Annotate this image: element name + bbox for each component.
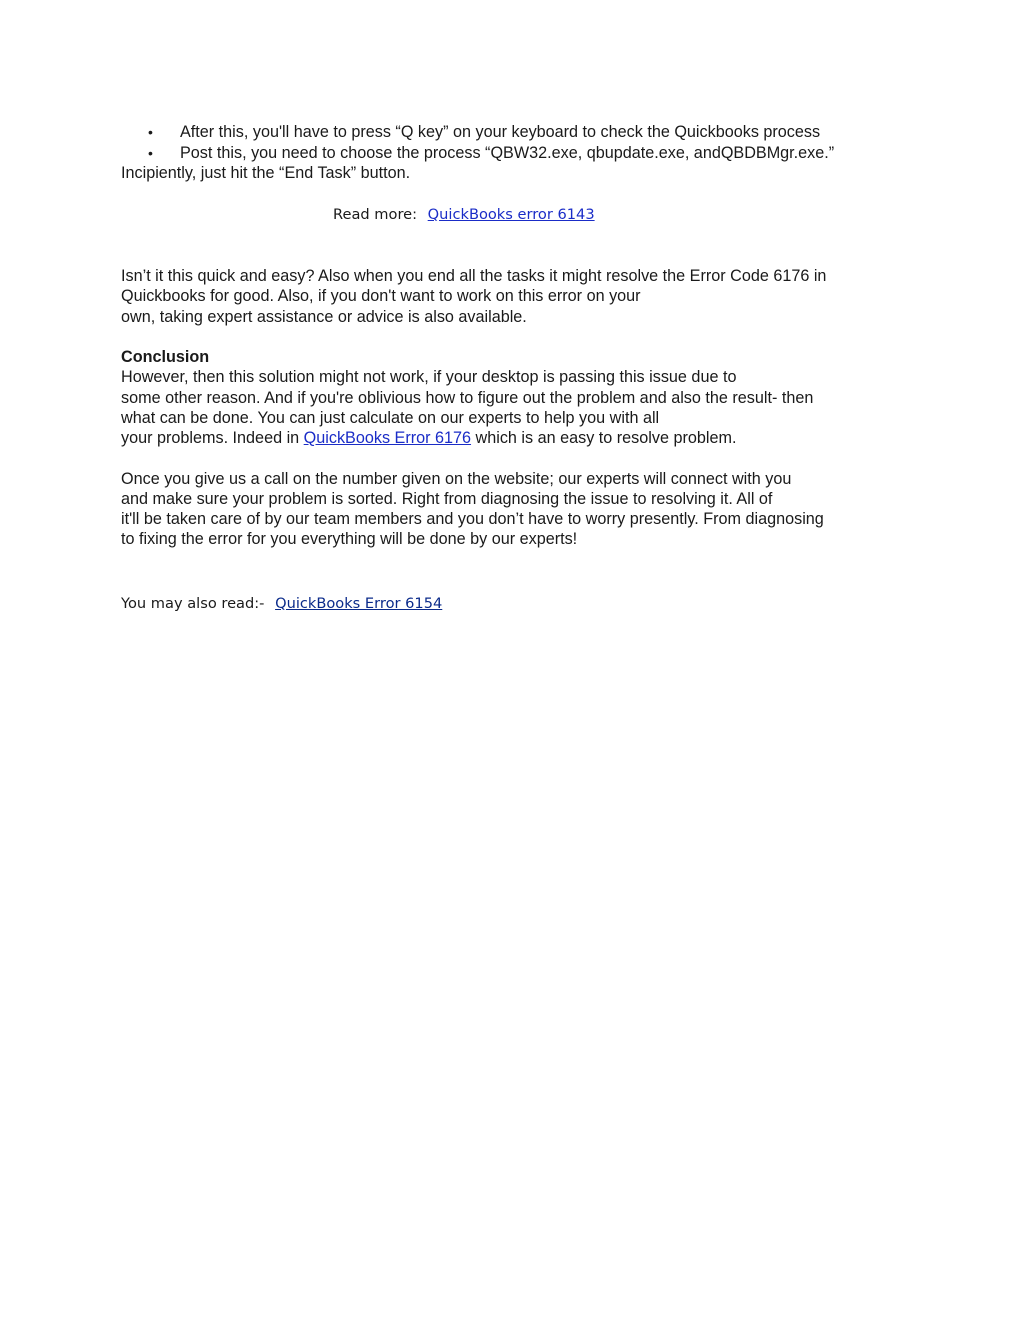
bullet-item-2 [148,143,834,163]
paragraph-line: to fixing the error for you everything will be done by our experts! [121,530,578,548]
paragraph-line: own, taking expert assistance or advice is also available. [121,308,527,326]
also-read-link[interactable]: QuickBooks Error 6154 [275,595,443,612]
bullet-icon: • [148,124,153,140]
paragraph-line: and make sure your problem is sorted. Right from diagnosing the issue to resolving it. All of [121,490,773,508]
bullet-continuation: Incipiently, just hit the “End Task” button. [121,164,411,182]
bullet-text-2: Post this, you need to choose the process “QBW32.exe, qbupdate.exe, andQBDBMgr.exe.” [180,144,835,162]
paragraph-line-with-link [121,428,736,448]
conclusion-heading: Conclusion [121,348,210,366]
paragraph-line: Once you give us a call on the number given on the website; our experts will connect with you [121,470,792,488]
paragraph-line: it'll be taken care of by our team members and you don’t have to worry presently. From diagnosing [121,510,824,528]
read-more [333,205,595,225]
conclusion-prefix: your problems. Indeed in [121,429,300,447]
bullet-item-1 [148,122,820,142]
read-more-link[interactable]: QuickBooks error 6143 [427,206,595,223]
bullet-text-1: After this, you'll have to press “Q key” on your keyboard to check the Quickbooks process [180,123,821,141]
paragraph-line: what can be done. You can just calculate on our experts to help you with all [121,409,660,427]
conclusion-suffix: which is an easy to resolve problem. [475,429,737,447]
paragraph-line: some other reason. And if you're oblivious how to figure out the problem and also the result- then [121,389,814,407]
read-more-label: Read more: [333,206,418,223]
paragraph-line: Isn’t it this quick and easy? Also when you end all the tasks it might resolve the Error Code 6176 in [121,267,827,285]
bullet-icon: • [148,145,153,161]
paragraph-line: However, then this solution might not work, if your desktop is passing this issue due to [121,368,737,386]
also-read [121,594,442,614]
paragraph-line: Quickbooks for good. Also, if you don't want to work on this error on your [121,287,641,305]
quickbooks-error-6176-link[interactable]: QuickBooks Error 6176 [303,429,472,447]
also-read-label: You may also read:- [121,595,265,612]
